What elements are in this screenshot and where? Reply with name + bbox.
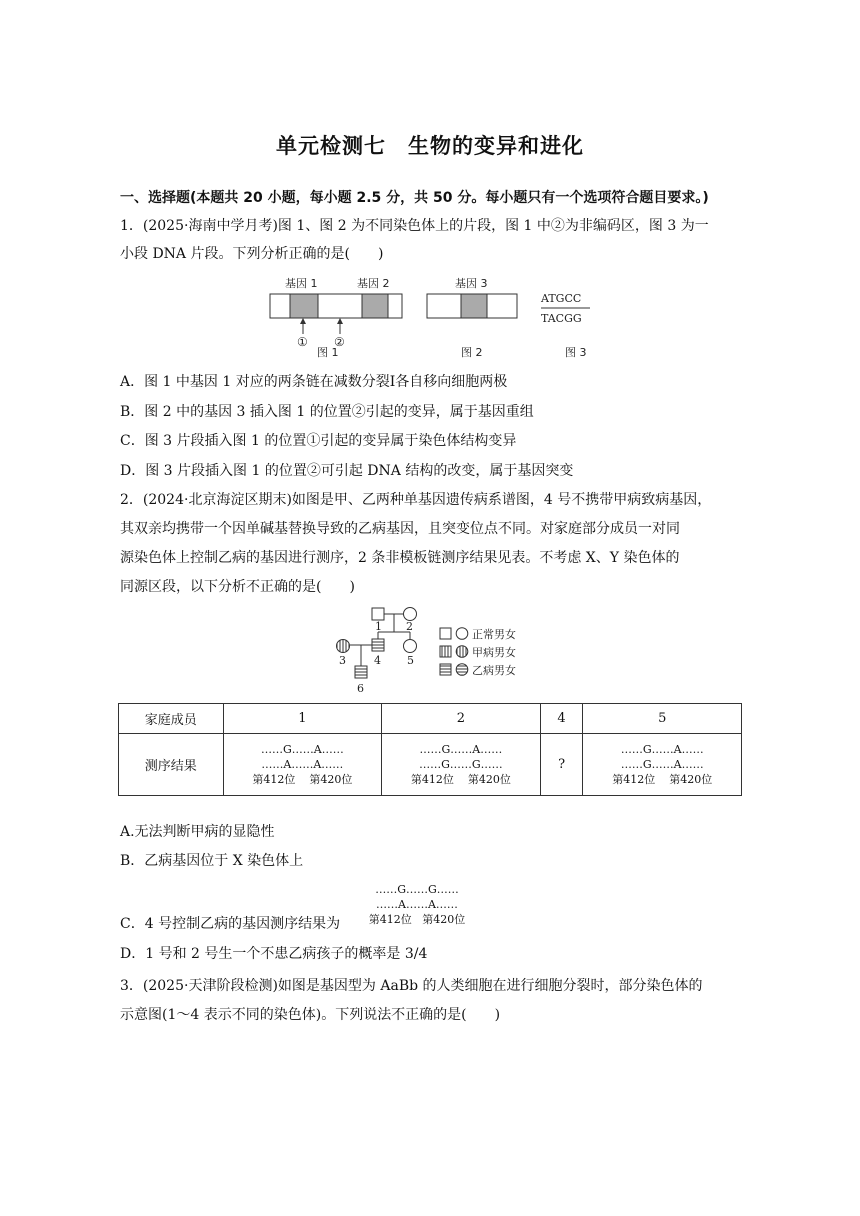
q2-option-c: C．4 号控制乙病的基因测序结果为: [120, 916, 341, 932]
table-header-2: 2: [382, 704, 541, 734]
q2-stem-line3: 源染色体上控制乙病的基因进行测序，2 条非模板链测序结果见表。不考虑 X、Y 染色体的: [120, 550, 680, 566]
q2-stem-line4: 同源区段，以下分析不正确的是( ): [120, 579, 355, 595]
gene3-block: [461, 294, 487, 318]
seq-cell-2: ……G……A…… ……G……G…… 第412位 第420位: [382, 734, 541, 796]
page-title: 单元检测七 生物的变异和进化: [276, 134, 584, 158]
sequencing-table: [118, 703, 742, 796]
pedigree-label-6: 6: [357, 682, 364, 695]
q1-option-c: C．图 3 片段插入图 1 的位置①引起的变异属于染色体结构变异: [120, 433, 517, 449]
q2-option-d: D．1 号和 2 号生一个不患乙病孩子的概率是 3/4: [120, 946, 428, 962]
legend-disease-a: 甲病男女: [472, 646, 516, 659]
gene2-block: [362, 294, 388, 318]
q3-stem-line1: 3．(2025·天津阶段检测)如图是基因型为 AaBb 的人类细胞在进行细胞分裂时，部分染色体的: [120, 978, 703, 994]
q1-option-a: A．图 1 中基因 1 对应的两条链在减数分裂Ⅰ各自移向细胞两极: [120, 374, 508, 390]
pedigree-label-3: 3: [339, 654, 346, 667]
seq-bottom: TACGG: [541, 312, 582, 325]
q1-stem-line2: 小段 DNA 片段。下列分析正确的是( ): [120, 246, 384, 262]
gene1-block: [290, 294, 318, 318]
mark-2: ②: [334, 335, 345, 349]
table-header-1: 1: [223, 704, 382, 734]
table-header-member: 家庭成员: [119, 704, 224, 734]
legend-normal: 正常男女: [472, 628, 516, 641]
pedigree-label-1: 1: [375, 620, 382, 633]
seq-cell-1: ……G……A…… ……A……A…… 第412位 第420位: [223, 734, 382, 796]
section-header: 一、选择题(本题共 20 小题，每小题 2.5 分，共 50 分。每小题只有一个选项符合题目要求。): [120, 190, 709, 206]
q2-option-a: A.无法判断甲病的显隐性: [120, 824, 275, 840]
table-header-4: 4: [540, 704, 583, 734]
q2-stem-line1: 2．(2024·北京海淀区期末)如图是甲、乙两种单基因遗传病系谱图，4 号不携带甲病致病基因，: [120, 492, 712, 508]
pedigree-label-4: 4: [374, 654, 381, 667]
fig1-caption: 图 1: [317, 346, 339, 359]
gene1-label: 基因 1: [285, 277, 318, 290]
table-row-label: 测序结果: [119, 734, 224, 796]
legend-disease-b: 乙病男女: [472, 664, 516, 677]
pedigree-label-2: 2: [406, 620, 413, 633]
q3-stem-line2: 示意图(1～4 表示不同的染色体)。下列说法不正确的是( ): [120, 1007, 501, 1023]
seq-cell-4: ?: [540, 734, 583, 796]
gene2-label: 基因 2: [357, 277, 390, 290]
gene3-label: 基因 3: [455, 277, 488, 290]
q2-stem-line2: 其双亲均携带一个因单碱基替换导致的乙病基因，且突变位点不同。对家庭部分成员一对同: [120, 521, 680, 537]
pedigree-label-5: 5: [407, 654, 414, 667]
q1-option-d: D．图 3 片段插入图 1 的位置②可引起 DNA 结构的改变，属于基因突变: [120, 463, 574, 479]
q2-option-b: B．乙病基因位于 X 染色体上: [120, 853, 304, 869]
q1-figure: [265, 272, 605, 362]
q1-stem-line1: 1．(2025·海南中学月考)图 1、图 2 为不同染色体上的片段，图 1 中②为非编码区，图 3 为一: [120, 218, 709, 234]
mark-1: ①: [297, 335, 308, 349]
fig3-caption: 图 3: [565, 346, 587, 359]
fig2-caption: 图 2: [461, 346, 483, 359]
q1-option-b: B．图 2 中的基因 3 插入图 1 的位置②引起的变异，属于基因重组: [120, 404, 534, 420]
q2-option-c-sequence: ……G……G…… ……A……A…… 第412位 第420位: [368, 883, 466, 926]
seq-cell-5: ……G……A…… ……G……A…… 第412位 第420位: [583, 734, 742, 796]
pedigree-diagram: [330, 602, 540, 697]
table-header-5: 5: [583, 704, 742, 734]
seq-top: ATGCC: [541, 292, 582, 305]
